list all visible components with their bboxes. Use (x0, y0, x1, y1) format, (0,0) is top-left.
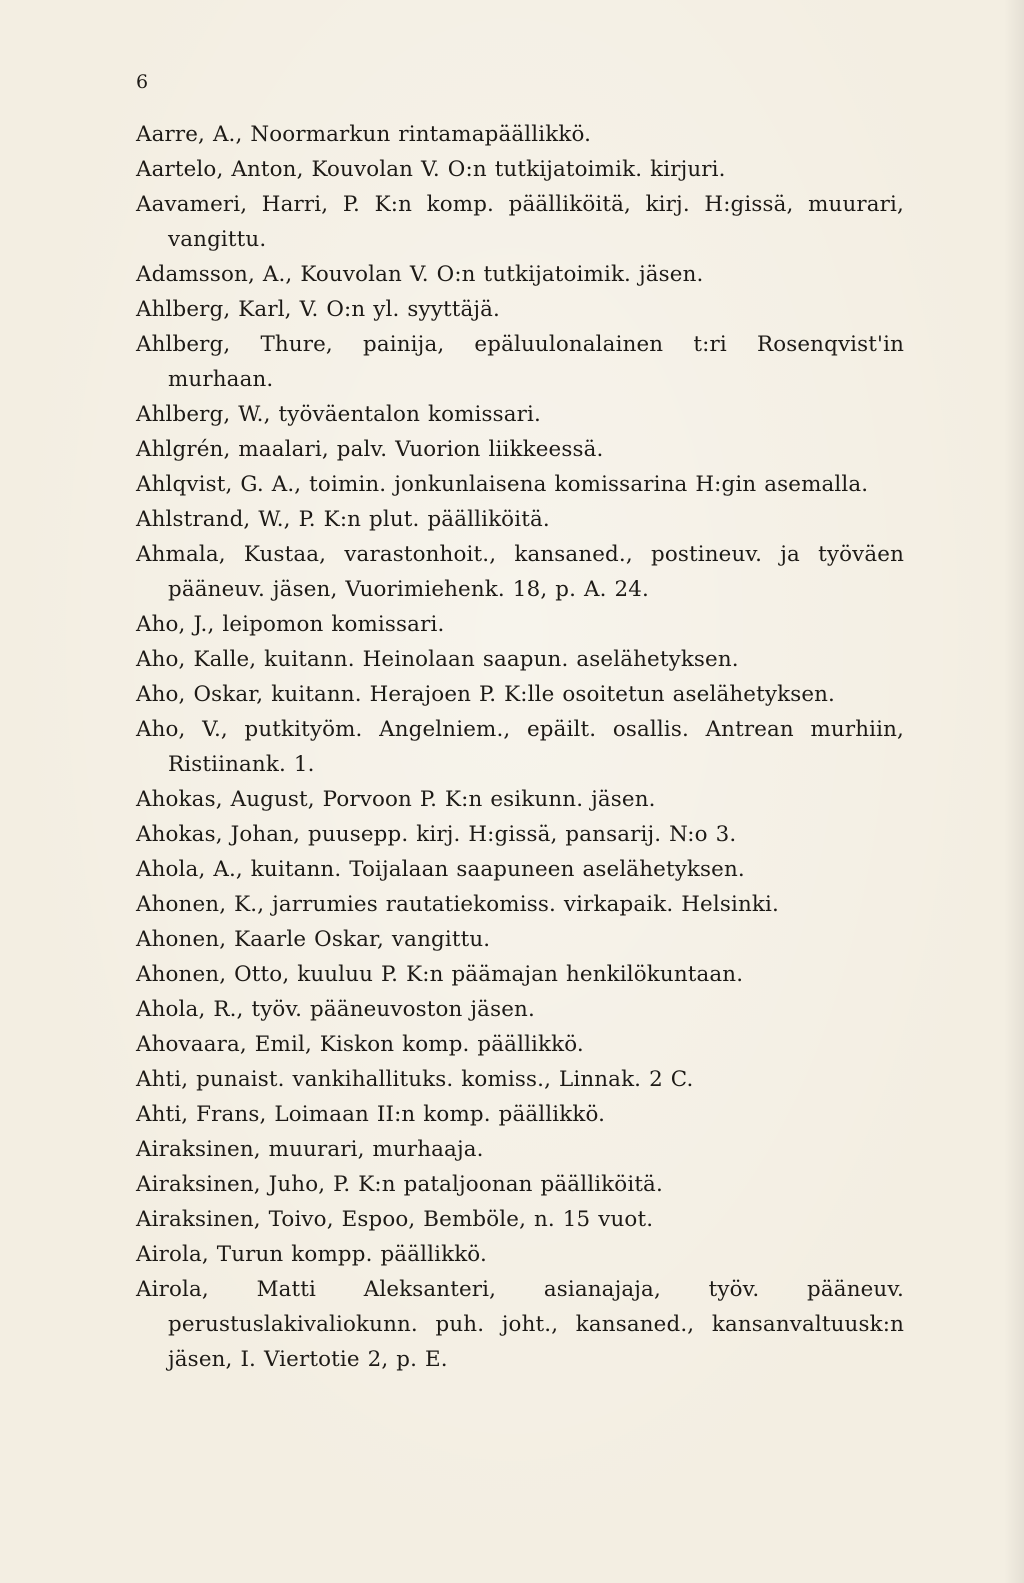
entry-list (136, 117, 904, 1377)
list-item: Aartelo, Anton, Kouvolan V. O:n tutkijatoimik. kirjuri. (136, 157, 726, 182)
list-item: Aho, Oskar, kuitann. Herajoen P. K:lle osoitetun aselähetyksen. (136, 682, 836, 707)
list-item: Ahola, R., työv. pääneuvoston jäsen. (136, 997, 535, 1022)
page-number: 6 (136, 71, 149, 93)
list-item: Ahlstrand, W., P. K:n plut. päälliköitä. (136, 507, 550, 532)
list-item: Aho, Kalle, kuitann. Heinolaan saapun. aselähetyksen. (136, 647, 739, 672)
list-item: Ahlberg, W., työväentalon komissari. (136, 402, 541, 427)
list-item: Ahonen, Kaarle Oskar, vangittu. (136, 927, 491, 952)
page-edge-shadow (1004, 0, 1024, 1583)
list-item: Airaksinen, Toivo, Espoo, Bemböle, n. 15 vuot. (136, 1207, 654, 1232)
list-item: Ahti, Frans, Loimaan II:n komp. päällikkö. (136, 1102, 606, 1127)
list-item: Aavameri, Harri, P. K:n komp. päälliköitä, kirj. H:gissä, muurari, vangittu. (136, 192, 904, 252)
list-item: Aarre, A., Noormarkun rintamapäällikkö. (136, 122, 592, 147)
list-item: Aho, V., putkityöm. Angelniem., epäilt. osallis. Antrean murhiin, Ristiinank. 1. (136, 717, 904, 777)
list-item: Ahokas, August, Porvoon P. K:n esikunn. jäsen. (136, 787, 656, 812)
list-item: Ahola, A., kuitann. Toijalaan saapuneen aselähetyksen. (136, 857, 745, 882)
list-item: Ahokas, Johan, puusepp. kirj. H:gissä, pansarij. N:o 3. (136, 822, 737, 847)
list-item: Aho, J., leipomon komissari. (136, 612, 445, 637)
list-item: Airola, Matti Aleksanteri, asianajaja, työv. pääneuv. perustuslakivaliokunn. puh. joht., kansaned., kansanvaltuusk:n jäsen, I. Viertotie 2, p. E. (136, 1277, 904, 1372)
list-item: Ahti, punaist. vankihallituks. komiss., Linnak. 2 C. (136, 1067, 694, 1092)
list-item: Ahlberg, Karl, V. O:n yl. syyttäjä. (136, 297, 501, 322)
list-item: Ahlqvist, G. A., toimin. jonkunlaisena komissarina H:gin asemalla. (136, 472, 869, 497)
list-item: Ahlberg, Thure, painija, epäluulonalainen t:ri Rosenqvist'in murhaan. (136, 332, 904, 392)
list-item: Airola, Turun kompp. päällikkö. (136, 1242, 487, 1267)
list-item: Ahonen, Otto, kuuluu P. K:n päämajan henkilökuntaan. (136, 962, 744, 987)
list-item: Ahovaara, Emil, Kiskon komp. päällikkö. (136, 1032, 584, 1057)
list-item: Ahlgrén, maalari, palv. Vuorion liikkeessä. (136, 437, 604, 462)
list-item: Ahmala, Kustaa, varastonhoit., kansaned., postineuv. ja työväen pääneuv. jäsen, Vuorimiehenk. 18, p. A. 24. (136, 542, 904, 602)
list-item: Ahonen, K., jarrumies rautatiekomiss. virkapaik. Helsinki. (136, 892, 779, 917)
list-item: Adamsson, A., Kouvolan V. O:n tutkijatoimik. jäsen. (136, 262, 704, 287)
list-item: Airaksinen, Juho, P. K:n pataljoonan päälliköitä. (136, 1172, 663, 1197)
list-item: Airaksinen, muurari, murhaaja. (136, 1137, 484, 1162)
